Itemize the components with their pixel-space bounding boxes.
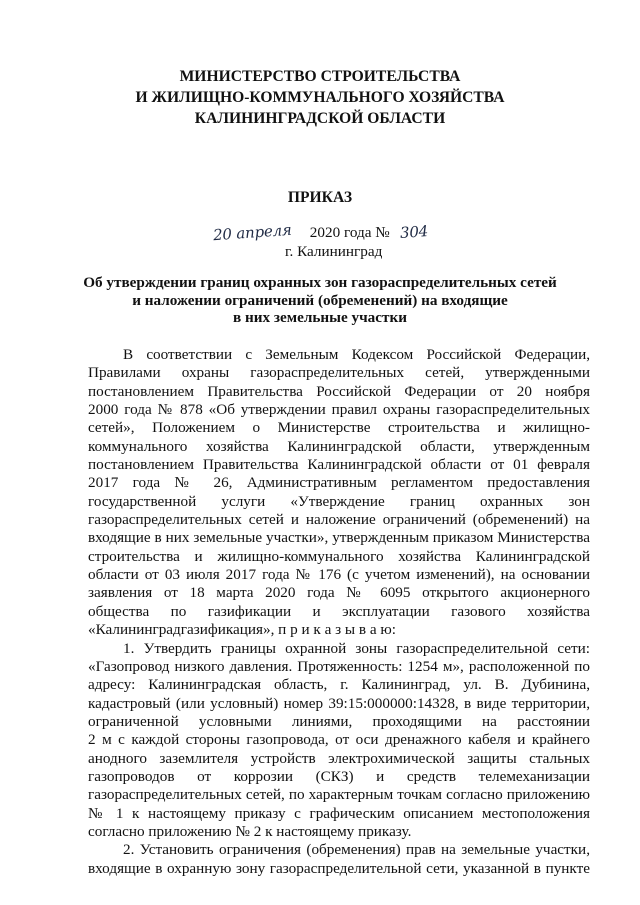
body-line: газораспределительных сетей и наложение ограничений (обременений) на <box>88 511 590 529</box>
body-line: сетей», Положением о Министерстве строительства и жилищно- <box>88 419 590 437</box>
body-line: постановлением Правительства Российской Федерации от 20 ноября <box>88 382 590 400</box>
body-line: 2. Установить ограничения (обременения) прав на земельные участки, <box>123 841 590 859</box>
body-line: заявления от 18 марта 2020 года № 6095 открытого акционерного <box>88 584 590 602</box>
order-dateline <box>213 222 428 243</box>
body-line: 2 м с каждой стороны газопровода, от оси дренажного кабеля и крайнего <box>88 731 590 749</box>
body-line: газопроводов от коррозии (СКЗ) и средств телемеханизации <box>88 767 590 785</box>
body-line: согласно приложению № 2 к настоящему приказу. <box>88 822 412 840</box>
body-line: «Газопровод низкого давления. Протяженность: 1254 м», расположенной по <box>88 657 590 675</box>
body-line: государственной услуги «Утверждение границ охранных зон <box>88 492 590 510</box>
order-year-text: 2020 года № <box>309 224 390 241</box>
body-line: постановлением Правительства Калининградской области от 01 февраля <box>88 456 590 474</box>
handwritten-order-number: 304 <box>398 222 429 242</box>
ministry-header <box>0 66 640 129</box>
subject-line-2: и наложении ограничений (обременений) на входящие <box>132 291 508 309</box>
body-line: В соответствии с Земельным Кодексом Российской Федерации, <box>123 346 590 363</box>
body-line: № 1 к настоящему приказу с графическим описанием местоположения <box>88 804 590 822</box>
ministry-line-1: МИНИСТЕРСТВО СТРОИТЕЛЬСТВА <box>179 68 461 85</box>
body-line: кадастровый (или условный) номер 39:15:000000:14328, в виде территории, <box>88 694 590 712</box>
body-line: строительства и жилищно-коммунального хозяйства Калининградской <box>88 547 590 565</box>
handwritten-date: 20 апреля <box>212 220 293 245</box>
body-line: 2017 года № 26, Административным регламентом предоставления <box>88 474 590 492</box>
body-line: ограниченной условными линиями, проходящими на расстоянии <box>88 712 590 730</box>
body-line: адресу: Калининградская область, г. Калининград, ул. В. Дубинина, <box>88 676 590 694</box>
body-line: 1. Утвердить границы охранной зоны газораспределительной сети: <box>123 639 590 657</box>
body-line: области от 03 июля 2017 года № 176 (с учетом изменений), на основании <box>88 566 590 584</box>
body-line: Правилами охраны газораспределительных сетей, утвержденными <box>88 364 590 382</box>
body-line: 2000 года № 878 «Об утверждении правил охраны газораспределительных <box>88 401 590 419</box>
subject-line-3: в них земельные участки <box>233 309 407 327</box>
body-line: общества по газификации и эксплуатации газового хозяйства <box>88 602 590 620</box>
ministry-line-2: И ЖИЛИЩНО-КОММУНАЛЬНОГО ХОЗЯЙСТВА <box>135 89 505 106</box>
order-subject <box>0 274 640 327</box>
body-line: входящие в охранную зону газораспределительной сети, указанной в пункте <box>88 859 590 877</box>
order-title: ПРИКАЗ <box>287 189 353 206</box>
body-line: анодного заземлителя устройств электрохимической защиты стальных <box>88 749 590 767</box>
ministry-line-3: КАЛИНИНГРАДСКОЙ ОБЛАСТИ <box>194 110 446 127</box>
body-line: «Калининградгазификация», п р и к а з ы в а ю: <box>88 621 396 639</box>
order-city: г. Калининград <box>285 243 383 260</box>
body-line: коммунального хозяйства Калининградской области, утвержденным <box>88 437 590 455</box>
subject-line-1: Об утверждении границ охранных зон газораспределительных сетей <box>83 274 557 291</box>
order-body <box>88 346 590 878</box>
body-line: входящие в них земельные участки», утвержденным приказом Министерства <box>88 529 590 547</box>
body-line: газораспределительных сетей, по характерным точкам согласно приложению <box>88 786 590 804</box>
